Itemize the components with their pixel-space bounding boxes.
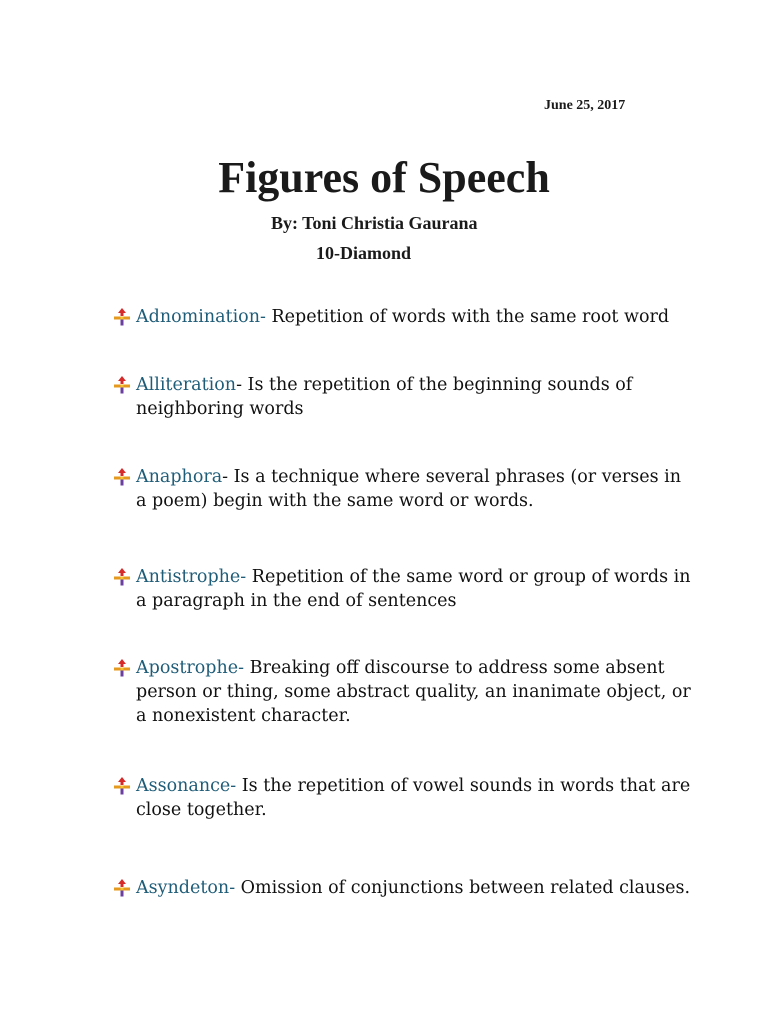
entry-term: Assonance	[136, 776, 231, 796]
entry-text	[136, 774, 692, 822]
document-date: June 25, 2017	[544, 98, 626, 113]
entry-separator: -	[259, 307, 266, 327]
entry-definition: Is a technique where several phrases (or verses in a poem) begin with the same word or words.	[136, 467, 682, 511]
entry-text	[136, 465, 692, 513]
entry-alliteration	[112, 373, 692, 421]
entry-term: Apostrophe	[136, 658, 239, 678]
entry-assonance	[112, 774, 692, 822]
document-title: Figures of Speech	[218, 153, 550, 202]
entry-term: Adnomination	[136, 307, 260, 327]
entry-separator: -	[240, 567, 247, 587]
bullet-icon	[112, 878, 132, 898]
entry-definition: Is the repetition of vowel sounds in words that are close together.	[136, 776, 691, 820]
entry-apostrophe	[112, 656, 692, 728]
entry-definition: Omission of conjunctions between related clauses.	[235, 878, 691, 898]
entry-adnomination	[112, 305, 692, 329]
document-section: 10-Diamond	[316, 243, 412, 263]
bullet-icon	[112, 658, 132, 678]
bullet-icon	[112, 375, 132, 395]
entry-definition: Breaking off discourse to address some absent person or thing, some abstract quality, an inanimate object, or a nonexistent character.	[136, 658, 691, 726]
entry-text	[136, 876, 692, 900]
entry-term: Antistrophe	[136, 567, 241, 587]
entry-term: Anaphora	[136, 467, 223, 487]
entry-antistrophe	[112, 565, 692, 613]
entry-definition: Repetition of the same word or group of words in a paragraph in the end of sentences	[136, 567, 691, 611]
bullet-icon	[112, 567, 132, 587]
entry-text	[136, 565, 692, 613]
entry-term: Alliteration	[136, 375, 237, 395]
entry-text	[136, 656, 692, 728]
entry-asyndeton	[112, 876, 692, 900]
entry-separator: -	[236, 375, 242, 395]
entry-separator: -	[230, 776, 237, 796]
document-author: By: Toni Christia Gaurana	[271, 213, 478, 233]
entry-text	[136, 305, 692, 329]
entry-separator: -	[238, 658, 245, 678]
bullet-icon	[112, 467, 132, 487]
entry-text	[136, 373, 692, 421]
bullet-icon	[112, 776, 132, 796]
entry-anaphora	[112, 465, 692, 513]
entry-separator: -	[229, 878, 236, 898]
entry-separator: -	[222, 467, 229, 487]
entry-definition: Repetition of words with the same root word	[265, 307, 670, 327]
entry-definition: Is the repetition of the beginning sounds of neighboring words	[136, 375, 633, 419]
bullet-icon	[112, 307, 132, 327]
entry-term: Asyndeton	[136, 878, 230, 898]
